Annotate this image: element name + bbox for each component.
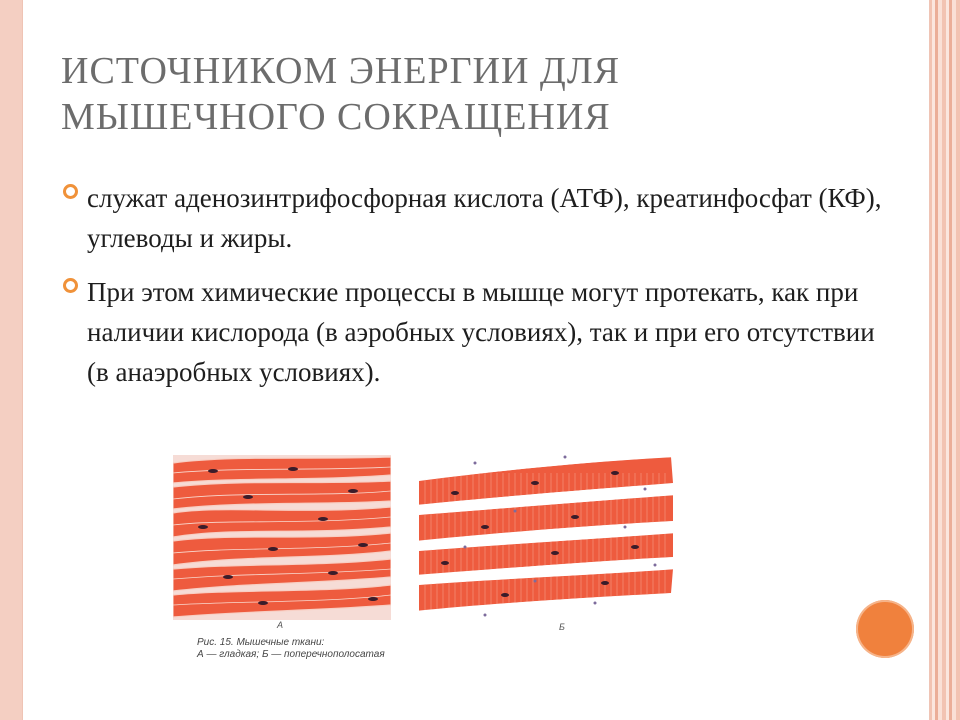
- bullet-text: служат аденозинтрифосфорная кислота (АТФ), креатинфосфат (КФ), углеводы и жиры.: [87, 183, 882, 253]
- decorative-orange-circle: [856, 600, 914, 658]
- title-line-1: ИСТОЧНИКОМ ЭНЕРГИИ ДЛЯ: [61, 50, 620, 92]
- striated-muscle-image: [415, 453, 677, 618]
- bullet-ring-icon: [63, 278, 78, 293]
- slide-content: [22, 0, 930, 720]
- caption-line-1: Рис. 15. Мышечные ткани:: [197, 637, 325, 648]
- bullet-item: [63, 178, 883, 258]
- figure-caption: [197, 637, 597, 661]
- smooth-muscle-image: [173, 455, 391, 620]
- caption-line-2: А — гладкая; Б — поперечнополосатая: [197, 649, 385, 660]
- right-frame-border: [928, 0, 960, 720]
- panel-a-label: А: [277, 620, 284, 630]
- title-line-2: МЫШЕЧНОГО СОКРАЩЕНИЯ: [61, 96, 611, 138]
- panel-b-label: Б: [559, 622, 565, 632]
- slide-title: [61, 48, 881, 140]
- bullet-list: [63, 178, 883, 406]
- bullet-text: При этом химические процессы в мышце могут протекать, как при наличии кислорода (в аэробных условиях), так и при его отсутствии (в анаэробных условиях).: [87, 277, 875, 387]
- muscle-tissue-figure: [173, 445, 693, 675]
- left-frame-border: [0, 0, 23, 720]
- bullet-item: [63, 272, 883, 392]
- bullet-ring-icon: [63, 184, 78, 199]
